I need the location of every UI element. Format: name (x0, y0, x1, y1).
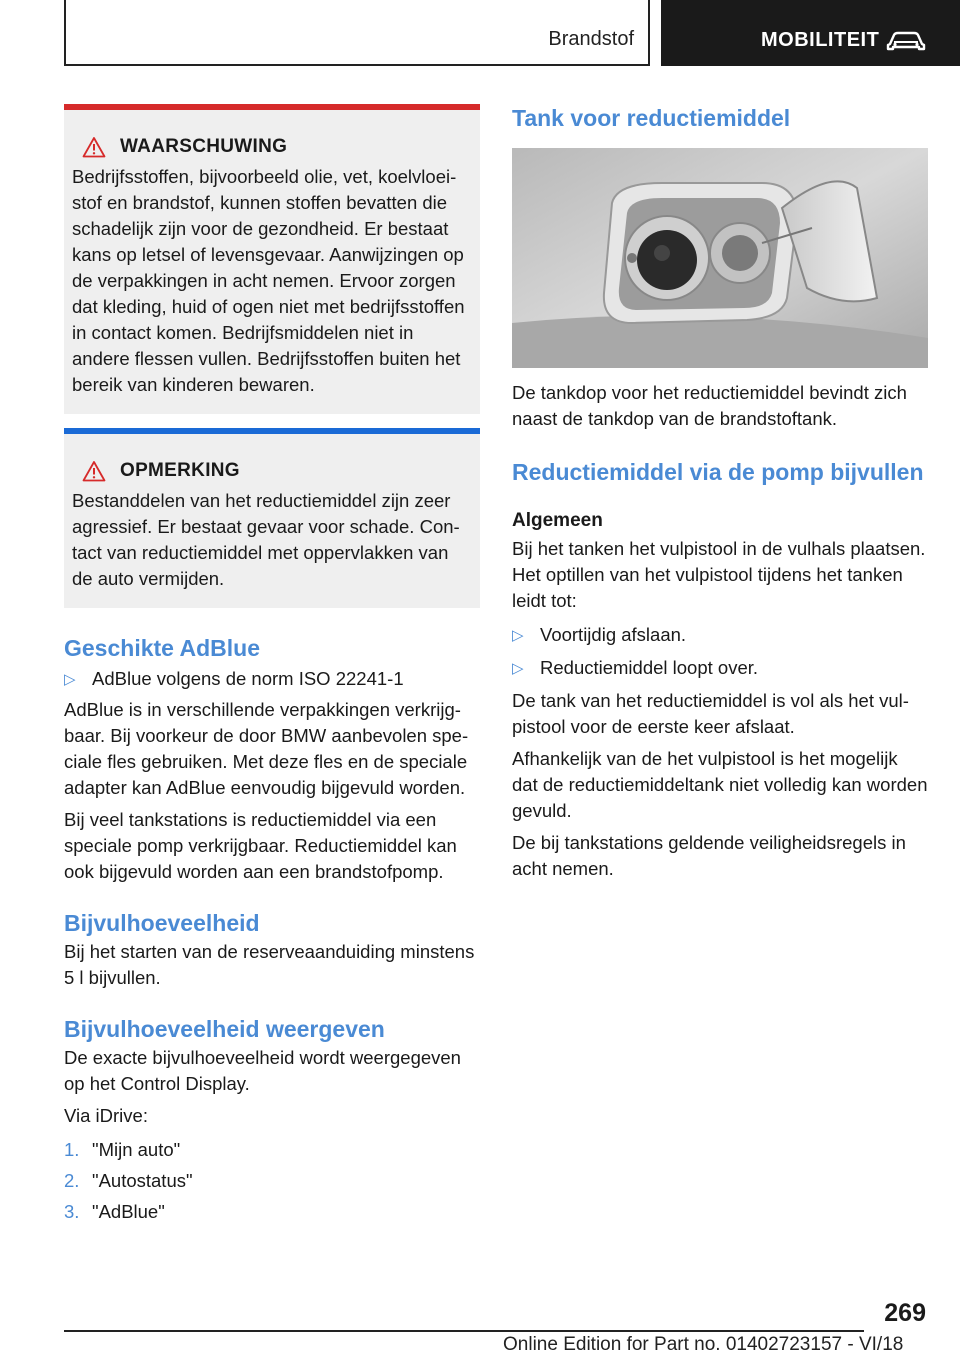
pump-paragraph-2: De tank van het reductiemiddel is vol als het vulpistool voor de eerste keer afslaat. (512, 690, 909, 737)
fill-amount-text: Bij het starten van de reserveaanduiding minstens 5 l bijvullen. (64, 941, 475, 988)
right-column (512, 104, 928, 882)
idrive-label: Via iDrive: (64, 1105, 148, 1126)
adblue-paragraph-2: Bij veel tankstations is reductiemiddel via een speciale pomp verkrijgbaar. Reductiemiddel kan ook bijgevuld worden aan een brandstofpomp. (64, 809, 457, 882)
list-item: 1. "Mijn auto" (64, 1139, 181, 1160)
adblue-heading: Geschikte AdBlue (64, 635, 260, 661)
warning-box (64, 104, 480, 414)
list-item: ▷ AdBlue volgens de norm ISO 22241-1 (64, 666, 480, 693)
notice-box (64, 428, 480, 608)
list-item: 3. "AdBlue" (64, 1201, 165, 1222)
car-icon (886, 30, 926, 52)
warning-triangle-icon (82, 136, 106, 158)
warning-title: WAARSCHUWING (120, 136, 288, 157)
warning-text: Bedrijfsstoffen, bijvoorbeeld olie, vet, koelvloeistof en brandstof, kunnen stoffen bevatten die schadelijk zijn voor de gezondheid. Er bestaat kans op letsel of levensgevaar. Aanwijzingen op de verpakkingen in acht nemen. Ervoor zorgen dat kleding, huid of ogen niet met bedrijfsstoffen in contact komen. Bedrijfsmiddelen niet in andere flessen vullen. Bedrijfsstoffen buiten het bereik van kinderen bewaren. (72, 166, 465, 395)
pump-heading: Reductiemiddel via de pomp bijvullen (512, 459, 924, 485)
bullet-triangle-icon: ▷ (512, 660, 524, 677)
list-item: ▷ Reductiemiddel loopt over. (512, 655, 928, 682)
notice-text: Bestanddelen van het reductiemiddel zijn zeer agressief. Er bestaat gevaar voor schade. Contact van reductiemiddel met oppervlakken van de auto vermijden. (72, 490, 460, 589)
footer-divider (64, 1330, 864, 1332)
notice-title: OPMERKING (120, 460, 240, 481)
header-section-box (64, 0, 650, 66)
header-chapter-tab (661, 0, 960, 66)
bullet-triangle-icon: ▷ (512, 627, 524, 644)
idrive-steps-list (64, 1137, 480, 1225)
warning-triangle-icon (82, 460, 106, 482)
footer-edition: Online Edition for Part no. 01402723157 - VI/18 (503, 1334, 904, 1355)
pump-paragraph-4: De bij tankstations geldende veiligheidsregels in acht nemen. (512, 832, 906, 879)
tank-photo (512, 148, 928, 368)
page-header (0, 0, 960, 66)
adblue-paragraph-1: AdBlue is in verschillende verpakkingen verkrijgbaar. Bij voorkeur de door BMW aanbevolen speciale fles gebruiken. Met deze fles en de speciale adapter kan AdBlue eenvoudig bijgevuld worden. (64, 699, 469, 798)
pump-paragraph-3: Afhankelijk van de het vulpistool is het mogelijk dat de reductiemiddeltank niet volledig kan worden gevuld. (512, 748, 928, 821)
fill-amount-heading: Bijvulhoeveelheid (64, 910, 260, 936)
header-section-title: Brandstof (548, 28, 634, 50)
list-item: 2. "Autostatus" (64, 1170, 193, 1191)
header-chapter-title: MOBILITEIT (761, 28, 880, 51)
tank-cap-illustration (512, 148, 928, 368)
fill-display-heading: Bijvulhoeveelheid weergeven (64, 1016, 385, 1042)
pump-paragraph-1: Bij het tanken het vulpistool in de vulhals plaatsen. Het optillen van het vulpistool tijdens het tanken leidt tot: (512, 538, 926, 611)
left-column (64, 104, 480, 1225)
fill-display-text: De exacte bijvulhoeveelheid wordt weergegeven op het Control Display. (64, 1047, 461, 1094)
tank-heading: Tank voor reductiemiddel (512, 105, 791, 131)
bullet-triangle-icon: ▷ (64, 671, 76, 688)
tank-caption: De tankdop voor het reductiemiddel bevindt zich naast de tankdop van de brandstoftank. (512, 382, 907, 429)
list-item: ▷ Voortijdig afslaan. (512, 622, 928, 649)
page-number: 269 (884, 1299, 926, 1327)
pump-subheading: Algemeen (512, 510, 603, 531)
